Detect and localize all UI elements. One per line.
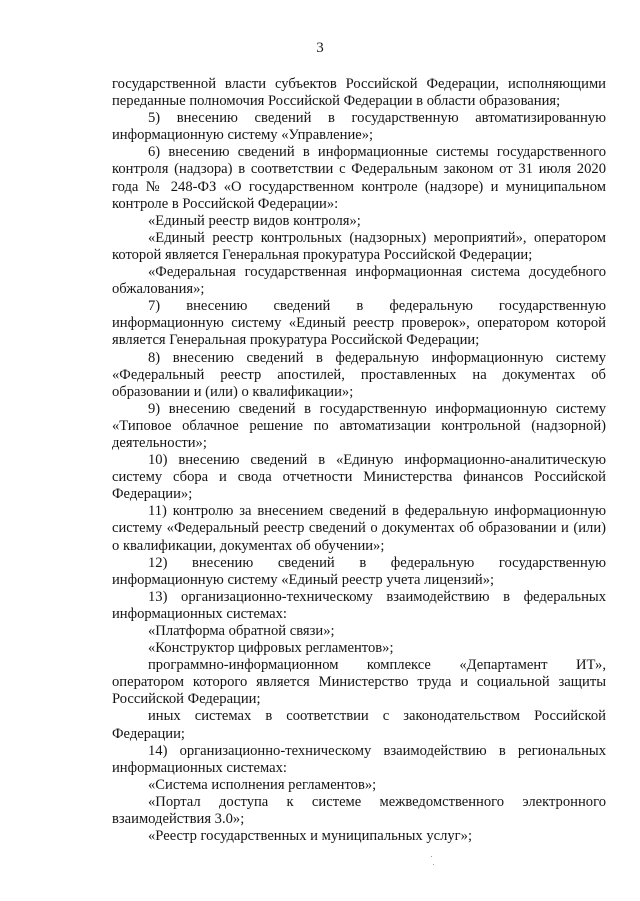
paragraph: «Конструктор цифровых регламентов»; — [148, 640, 394, 657]
paragraph: «Платформа обратной связи»; — [148, 623, 335, 639]
paragraph: иных системах в соответствии с законодательством Российской Федерации; — [112, 708, 606, 742]
paragraph: 13) организационно-техническому взаимодействию в федеральных информационных системах: — [112, 588, 606, 622]
paragraph: 11) контролю за внесением сведений в федеральную информационную систему «Федеральный реестр сведений о документах об образовании и (или) о квалификации, документах об обучении»; — [112, 503, 606, 554]
page-number: 3 — [316, 40, 324, 56]
paragraph: 10) внесению сведений в «Единую информационно-аналитическую систему сбора и свода отчетности Министерства финансов Российской Федерации»; — [112, 452, 606, 503]
scan-speck — [433, 864, 434, 865]
scan-speck — [431, 856, 432, 857]
document-body — [112, 76, 606, 845]
paragraph: государственной власти субъектов Российской Федерации, исполняющими переданные полномочия Российской Федерации в области образования; — [112, 76, 606, 110]
paragraph: «Портал доступа к системе межведомственного электронного взаимодействия 3.0»; — [112, 793, 606, 828]
paragraph: 6) внесению сведений в информационные системы государственного контроля (надзора) в соответствии с Федеральным законом от 31 июля 2020 года № 248-ФЗ «О государственном контроле (надзоре) и муниципальном контроле в Российской Федерации»: — [112, 144, 606, 212]
paragraph: «Единый реестр видов контроля»; — [148, 212, 361, 229]
paragraph: программно-информационном комплексе «Департамент ИТ», оператором которого является Министерство труда и социальной защиты Российской Федерации; — [112, 657, 606, 708]
paragraph: «Реестр государственных и муниципальных услуг»; — [148, 828, 473, 845]
paragraph: 14) организационно-техническому взаимодействию в региональных информационных системах: — [112, 742, 606, 776]
paragraph: «Федеральная государственная информационная система досудебного обжалования»; — [112, 264, 606, 298]
paragraph: «Система исполнения регламентов»; — [148, 776, 377, 793]
paragraph: 5) внесению сведений в государственную автоматизированную информационную систему «Управление»; — [112, 110, 606, 144]
paragraph: 7) внесению сведений в федеральную государственную информационную систему «Единый реестр проверок», оператором которой является Генеральная прокуратура Российской Федерации; — [112, 298, 606, 349]
paragraph: 12) внесению сведений в федеральную государственную информационную систему «Единый реестр учета лицензий»; — [112, 554, 606, 588]
paragraph: 9) внесению сведений в государственную информационную систему «Типовое облачное решение по автоматизации контрольной (надзорной) деятельности»; — [112, 400, 606, 451]
paragraph: «Единый реестр контрольных (надзорных) мероприятий», оператором которой является Генеральная прокуратура Российской Федерации; — [112, 229, 606, 263]
paragraph: 8) внесению сведений в федеральную информационную систему «Федеральный реестр апостилей, проставленных на документах об образовании и (или) о квалификации»; — [112, 349, 606, 400]
